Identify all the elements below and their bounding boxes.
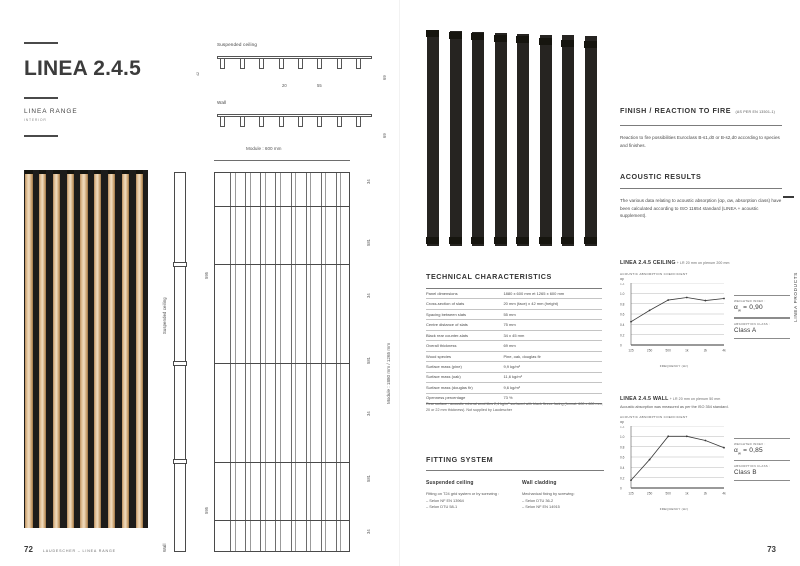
fire-section (620, 100, 782, 149)
section-slat (279, 58, 284, 69)
label-suspended-ceiling-vertical: Suspended ceiling (162, 297, 167, 334)
chart-x-tick: 4k (722, 491, 726, 495)
elevation-slat-line (310, 173, 311, 551)
section-slat (220, 58, 225, 69)
render-slat (136, 170, 143, 528)
elevation-rail-line (215, 363, 349, 364)
chart-y-tick: 1.2 (620, 425, 625, 429)
rule-bottom (24, 135, 58, 137)
photo-slat-cap-top (494, 35, 507, 42)
rule-mid (24, 97, 58, 99)
table-row (426, 320, 602, 330)
photo-wood-slat (463, 28, 471, 250)
chart-ceiling (620, 260, 790, 368)
chart-data-point (723, 446, 725, 448)
render-slat (80, 170, 87, 528)
acoustic-body: The various data relating to acoustic absorption (αp, αw, absorption class) have been calculated according to ISO 11654 standard (LINEA + acoustic supplement). (620, 198, 782, 219)
section-slat (220, 116, 225, 127)
chart-x-axis-label: FREQUENCY (Hz) (659, 364, 689, 368)
chart-y-tick: 1.0 (620, 291, 625, 296)
photo-slat-cap-bottom (449, 237, 462, 244)
render-slat (108, 170, 115, 528)
photo-slat-cap-top (449, 32, 462, 39)
elev-dim-581-c: 581 (366, 475, 371, 482)
chart-x-tick: 1k (685, 348, 689, 353)
label-wall-vertical: Wall (162, 543, 167, 552)
chart-legend (734, 283, 790, 368)
chart-note: Acoustic absorption was measured as per the ISO 354 standard. (620, 404, 729, 409)
chart-x-tick: 2k (703, 348, 708, 353)
chart-y-tick: 0.4 (620, 465, 625, 470)
dim-20: 20 (282, 83, 287, 88)
tech-row-value: 9,9 kg/m² (503, 362, 602, 372)
photo-slat-cap-bottom (471, 237, 484, 244)
chart-data-point (649, 309, 651, 311)
elev-dim-581-b: 581 (366, 357, 371, 364)
photo-dark-slot (495, 33, 507, 246)
chart-y-axis-label: ACOUSTIC ABSORPTION COEFFICIENT (620, 414, 688, 419)
dim-module-horizontal: Module : 600 mm (246, 146, 282, 151)
photo-slat-cap-top (539, 38, 552, 45)
section-slat (240, 58, 245, 69)
chart-y-axis-label: ACOUSTIC ABSORPTION COEFFICIENT (620, 272, 688, 276)
legend-class-caption: ABSORPTION CLASS : (734, 464, 771, 468)
tech-row-key: Black rear counter-slats (426, 330, 503, 340)
chart-y-tick: 0.8 (620, 444, 625, 449)
section-slat (240, 116, 245, 127)
elevation-slat-line (245, 173, 246, 551)
tech-row-key: Spacing between slats (426, 309, 503, 319)
brand-block (24, 42, 141, 137)
legend-rule-3 (734, 480, 790, 481)
fitting-rule (426, 470, 604, 471)
chart-svg (620, 426, 726, 498)
table-row (426, 362, 602, 372)
elev-dim-34-a: 34 (366, 179, 371, 184)
drawing-side-profile (174, 172, 186, 552)
drawing-label-suspended-ceiling: Suspended ceiling (217, 42, 258, 47)
elevation-rail-line (215, 462, 349, 463)
render-slat (122, 170, 129, 528)
chart-wall (620, 396, 790, 511)
legend-alpha-subscript: w (738, 307, 742, 313)
chart-y-tick: 0.8 (620, 302, 625, 307)
render-slat-cap-top (94, 170, 101, 174)
dim-595-b: 595 (204, 507, 209, 514)
photo-slat-cap-bottom (539, 237, 552, 244)
photo-dark-slot (562, 35, 574, 246)
legend-alpha-symbol: α (734, 446, 739, 454)
chart-y-tick: 0.4 (620, 322, 625, 327)
profile-fixing-node (173, 262, 187, 267)
photo-wood-slat (418, 26, 426, 250)
dim-42: 42 (196, 72, 200, 76)
section-slat (317, 116, 322, 127)
chart-title-main: LINEA 2.4.5 CEILING (620, 260, 676, 266)
elevation-slat-line (325, 173, 326, 551)
side-tab-label: LINEA PRODUCTS (793, 272, 798, 322)
render-slat (94, 170, 101, 528)
chart-x-tick: 125 (628, 348, 634, 353)
fire-body: Reaction to fire possibilities Euroclass B-s1,d0 or B-s2,d0 according to species and finishes. (620, 135, 780, 148)
tech-table (426, 288, 602, 404)
chart-title-sub: + LR 20 mm on plenum 50 mm (668, 397, 721, 401)
tech-row-key: Surface mass (douglas fir) (426, 383, 503, 393)
render-slat (53, 170, 60, 528)
dim-module-vertical: Module : 1880 mm / 1265 mm (386, 342, 391, 404)
chart-data-point (649, 458, 651, 460)
tech-row-key: Surface mass (oak) (426, 372, 503, 382)
photo-slat-cap-bottom (426, 237, 439, 244)
page-fold (399, 0, 400, 566)
fire-heading-row (620, 100, 782, 118)
elevation-slat-line (336, 173, 337, 551)
acoustic-rule (620, 188, 782, 189)
chart-y-tick: 0.6 (620, 455, 625, 460)
acoustic-heading: ACOUSTIC RESULTS (620, 172, 702, 181)
technical-drawings (160, 34, 395, 552)
fire-heading-sub: (AS PER EN 13501-1) (735, 110, 776, 114)
section-slat (259, 58, 264, 69)
photo-wood-slat (553, 33, 561, 250)
section-slat (317, 58, 322, 69)
chart-y-axis-symbol: αp (620, 277, 624, 281)
legend-index-caption: WEIGHTED INDEX : (734, 299, 766, 304)
section-suspended-ceiling (217, 56, 372, 76)
chart-data-point (630, 479, 632, 481)
fitting-columns (426, 480, 604, 510)
fitting-column (426, 480, 508, 510)
table-row (426, 341, 602, 351)
render-slat-cap-top (25, 170, 32, 174)
legend-index-value (734, 304, 790, 312)
tech-row-value: 34 x 45 mm (503, 330, 602, 340)
section-slat (356, 116, 361, 127)
legend-index-value (734, 447, 790, 455)
legend-index-equation: = 0,90 (741, 304, 763, 312)
table-row (426, 309, 602, 319)
table-row (426, 299, 602, 309)
photo-dark-slot (517, 34, 529, 246)
table-row (426, 383, 602, 393)
page-title: LINEA 2.4.5 (24, 57, 141, 80)
tech-row-key: Openness percentage (426, 393, 503, 403)
photo-wood-slat (576, 34, 584, 250)
elevation-slat-line (280, 173, 281, 551)
section-slat (337, 116, 342, 127)
render-slat (39, 170, 46, 528)
photo-wood-slat (508, 30, 516, 250)
render-slat-cap-top (39, 170, 46, 174)
tech-row-key: Wood species (426, 351, 503, 361)
elev-dim-581-a: 581 (366, 239, 371, 246)
chart-x-tick: 1k (685, 491, 689, 495)
dimline-module-horizontal (214, 160, 350, 161)
table-row (426, 289, 602, 299)
photo-dark-slot (427, 30, 439, 246)
elevation-slat-line (275, 173, 276, 551)
photo-slat-cap-top (516, 36, 529, 43)
tech-row-value: 73 % (503, 393, 602, 403)
tech-row-key: Surface mass (pine) (426, 362, 503, 372)
photo-slat-cap-top (584, 41, 597, 48)
render-slat (25, 170, 32, 528)
photo-dark-slot (585, 36, 597, 246)
elevation-slat-line (265, 173, 266, 551)
photo-slat-cap-top (471, 33, 484, 40)
tech-row-key: Overall thickness (426, 341, 503, 351)
chart-x-tick: 2k (703, 491, 708, 495)
section-slat (337, 58, 342, 69)
photo-slat-cap-bottom (561, 237, 574, 244)
tech-row-value: 1880 x 600 mm et 1265 x 600 mm (503, 289, 602, 299)
elevation-rail-line (215, 264, 349, 265)
legend-class-value: Class A (734, 326, 757, 334)
tech-row-value: 9,6 kg/m² (503, 383, 602, 393)
tech-row-value: 11,6 kg/m² (503, 372, 602, 382)
tech-row-key: Cross-section of slats (426, 299, 503, 309)
page-number-right: 73 (767, 545, 776, 554)
chart-data-point (686, 297, 688, 299)
fire-heading: FINISH / REACTION TO FIRE (620, 106, 732, 115)
drawing-elevation (214, 172, 350, 552)
chart-x-axis-label: FREQUENCY (Hz) (659, 506, 689, 511)
chart-y-tick: 1.2 (620, 283, 625, 286)
chart-y-tick: 0.2 (620, 333, 625, 338)
fitting-column-title: Suspended ceiling (426, 480, 474, 487)
legend-rule-2 (734, 317, 790, 318)
section-slat (298, 58, 303, 69)
photo-wood-slat (486, 29, 494, 250)
profile-fixing-node (173, 459, 187, 464)
dim-595-a: 595 (204, 272, 209, 279)
elevation-slat-line (291, 173, 292, 551)
tech-row-value: 55 mm (503, 309, 602, 319)
render-slat-cap-top (80, 170, 87, 174)
elevation-slat-line (340, 173, 341, 551)
legend-rule-2 (734, 460, 790, 461)
render-slat-cap-top (67, 170, 74, 174)
chart-plot-area (620, 283, 728, 368)
dim-69-ceiling: 69 (382, 75, 387, 80)
table-row (426, 351, 602, 361)
tech-row-value: 20 mm (face) x 42 mm (height) (503, 299, 602, 309)
chart-x-tick: 250 (646, 348, 653, 353)
section-slat (298, 116, 303, 127)
elev-dim-34-c: 34 (366, 411, 371, 416)
drawing-label-wall: Wall (217, 100, 227, 105)
chart-title-main: LINEA 2.4.5 WALL (620, 396, 669, 402)
elevation-slat-line (250, 173, 251, 551)
photo-slat-cap-top (561, 40, 574, 47)
chart-svg (620, 283, 726, 355)
section-slat (259, 116, 264, 127)
photo-slat-cap-bottom (584, 237, 597, 244)
legend-rule-3 (734, 338, 790, 339)
render-slat-cap-top (53, 170, 60, 174)
elevation-rail-line (215, 206, 349, 207)
acoustic-section (620, 172, 782, 220)
chart-x-tick: 4k (722, 348, 726, 353)
chart-y-tick: 1.0 (620, 434, 625, 439)
legend-rule (734, 438, 790, 439)
photo-dark-slot (472, 32, 484, 246)
chart-data-point (667, 299, 669, 301)
chart-data-point (705, 300, 707, 302)
rule-top (24, 42, 58, 44)
elevation-slat-line (230, 173, 231, 551)
table-row (426, 330, 602, 340)
elevation-slat-line (321, 173, 322, 551)
rear-surface-note: Rear surface : acoustic mineral wool tiles 2,4 kg/m² surfaced with black fleece facing (format: 600 x 600 mm; 20 or 22 mm thickness). Not supplied by Laudescher (426, 402, 603, 412)
elevation-rail-line (215, 520, 349, 521)
chart-x-tick: 250 (646, 491, 653, 495)
slat-panel-render (24, 170, 148, 528)
section-slat (279, 116, 284, 127)
section-wall (217, 114, 372, 134)
fitting-column-body: Mechanical fixing by screwing: – Selon DTU 36-2 – Selon NF EN 14915 (522, 491, 575, 509)
elev-dim-34-b: 34 (366, 293, 371, 298)
profile-fixing-node (173, 361, 187, 366)
legend-rule (734, 295, 790, 296)
photo-wood-slat (441, 27, 449, 250)
render-slat-cap-top (108, 170, 115, 174)
side-tab (782, 196, 798, 322)
technical-characteristics-section (426, 272, 602, 404)
chart-data-point (723, 298, 725, 300)
elev-dim-34-d: 34 (366, 529, 371, 534)
tech-heading: TECHNICAL CHARACTERISTICS (426, 272, 552, 281)
chart-body (620, 426, 790, 511)
legend-index-equation: = 0,85 (741, 446, 763, 454)
footer-caption-left: LAUDESCHER – LINEA RANGE (42, 549, 116, 553)
photo-wood-slat (531, 32, 539, 251)
chart-title (620, 396, 790, 402)
photo-dark-slot (540, 35, 552, 247)
photo-slat-cap-bottom (494, 237, 507, 244)
chart-y-axis-symbol: αp (620, 419, 624, 424)
elevation-slat-line (260, 173, 261, 551)
legend-class-caption: ABSORPTION CLASS : (734, 321, 771, 326)
chart-x-tick: 500 (665, 348, 671, 353)
chart-body (620, 283, 790, 368)
section-slat (356, 58, 361, 69)
chart-legend (734, 426, 790, 511)
side-tab-rule (783, 196, 794, 198)
chart-y-tick: 0 (620, 343, 622, 348)
render-slat-cap-top (136, 170, 143, 174)
tech-row-value: 75 mm (503, 320, 602, 330)
page-number-left: 72 (24, 545, 33, 554)
chart-x-tick: 500 (665, 491, 671, 495)
chart-y-tick: 0.6 (620, 312, 625, 317)
photo-dark-slot (450, 31, 462, 246)
fitting-system-section (426, 455, 604, 510)
range-name: LINEA RANGE (24, 108, 78, 115)
elevation-slat-line (306, 173, 307, 551)
photo-slat-cap-top (426, 30, 439, 37)
elevation-slat-line (235, 173, 236, 551)
product-photo (418, 24, 598, 256)
footer-left (24, 545, 116, 554)
tech-row-value: Pine, oak, douglas fir (503, 351, 602, 361)
tech-row-key: Centre distance of slats (426, 320, 503, 330)
chart-y-tick: 0.2 (620, 475, 625, 480)
render-slat-cap-top (122, 170, 129, 174)
table-row (426, 372, 602, 382)
elevation-slat-line (295, 173, 296, 551)
chart-data-point (686, 435, 688, 437)
chart-title (620, 260, 790, 266)
chart-plot-area (620, 426, 728, 511)
chart-x-tick: 125 (628, 491, 634, 495)
chart-data-point (705, 439, 707, 441)
fitting-column (522, 480, 604, 510)
chart-title-sub: + LR 20 mm on plenum 200 mm (675, 261, 730, 265)
fitting-column-title: Wall cladding (522, 480, 557, 487)
chart-series-line (631, 297, 724, 321)
legend-alpha-symbol: α (734, 304, 739, 312)
chart-y-tick: 0 (620, 486, 622, 491)
dim-55: 55 (317, 83, 322, 88)
tech-row-value: 69 mm (503, 341, 602, 351)
chart-series-line (631, 436, 724, 480)
fire-rule (620, 125, 782, 126)
fitting-column-body: Fitting on T24 grid system or by screwing : – Selon NF EN 13964 – Selon DTU 58-1 (426, 491, 500, 509)
chart-data-point (630, 321, 632, 323)
legend-class-value: Class B (734, 469, 757, 476)
tech-row-key: Panel dimensions (426, 289, 503, 299)
range-subtitle: INTERIOR (24, 118, 47, 122)
render-slat (67, 170, 74, 528)
dim-69-wall: 69 (382, 133, 387, 138)
photo-slat-cap-bottom (516, 237, 529, 244)
legend-alpha-subscript: w (738, 449, 742, 455)
legend-index-caption: WEIGHTED INDEX : (734, 441, 766, 446)
fitting-heading: FITTING SYSTEM (426, 455, 494, 464)
chart-data-point (667, 435, 669, 437)
